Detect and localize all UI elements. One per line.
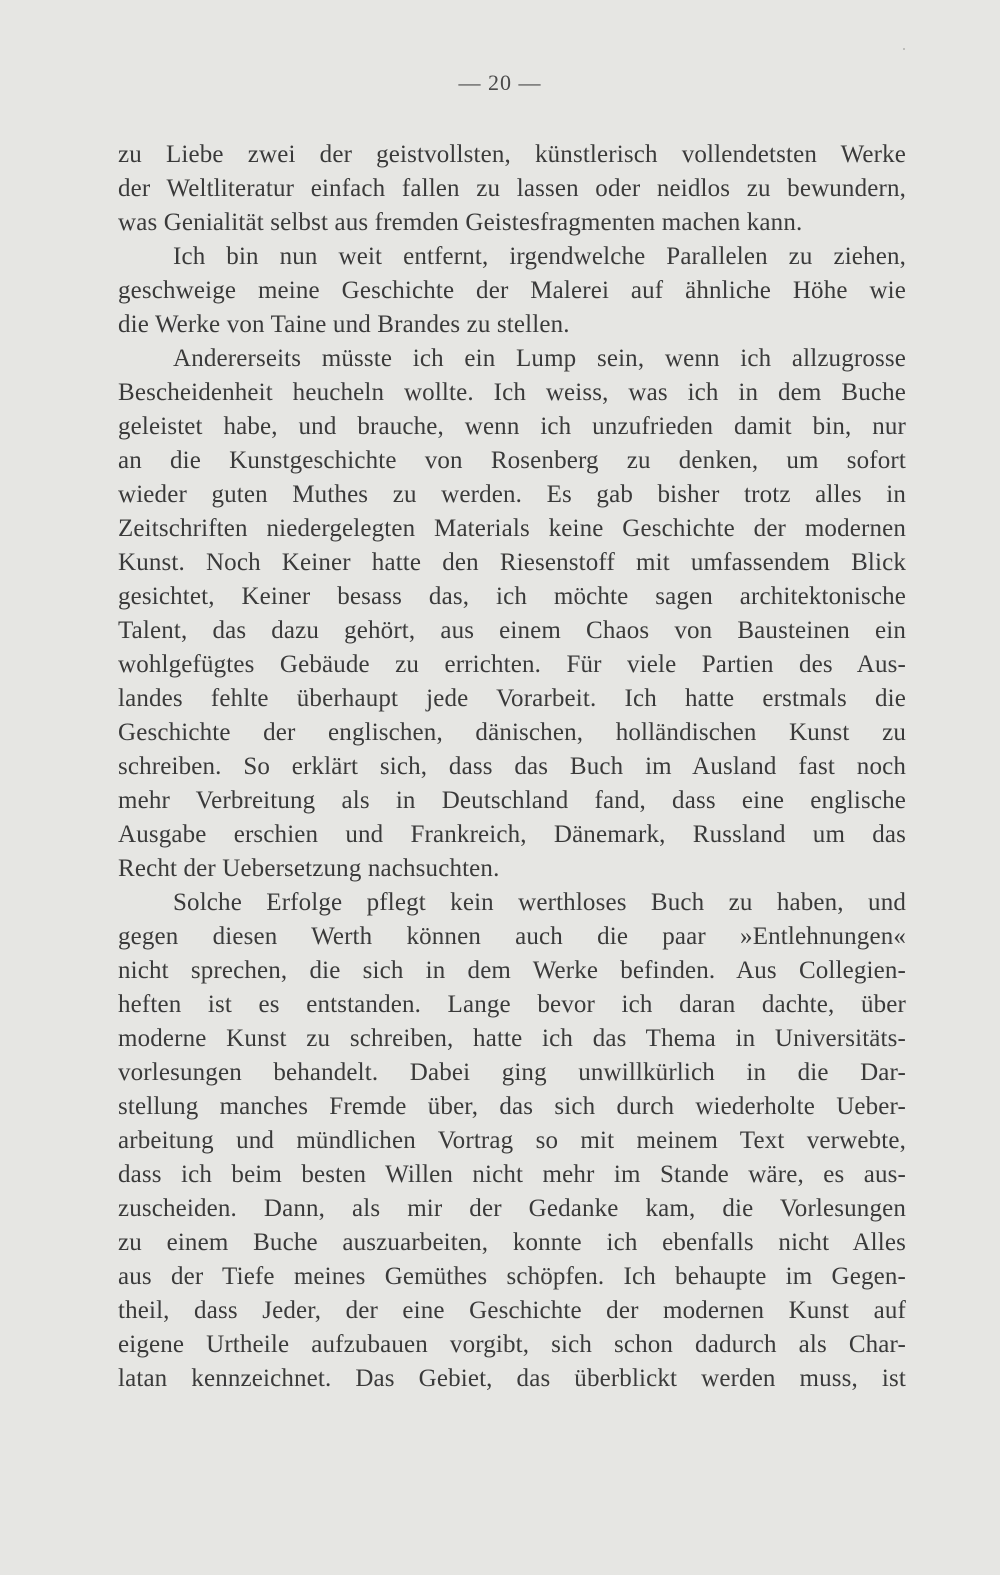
text-line: nicht sprechen, die sich in dem Werke befinden. Aus Collegien- xyxy=(118,957,906,984)
text-line: zuscheiden. Dann, als mir der Gedanke kam, die Vorlesungen xyxy=(118,1195,906,1222)
page-number: — 20 — xyxy=(458,70,542,95)
text-line: Zeitschriften niedergelegten Materials keine Geschichte der modernen xyxy=(118,515,906,542)
text-line: heften ist es entstanden. Lange bevor ich daran dachte, über xyxy=(118,991,906,1018)
paper-speck xyxy=(903,48,905,50)
text-line: wohlgefügtes Gebäude zu errichten. Für viele Partien des Aus- xyxy=(118,651,906,678)
text-line: Ich bin nun weit entfernt, irgendwelche Parallelen zu ziehen, xyxy=(173,243,906,270)
text-line: Recht der Uebersetzung nachsuchten. xyxy=(118,855,500,882)
text-line: an die Kunstgeschichte von Rosenberg zu denken, um sofort xyxy=(118,447,906,474)
text-line: die Werke von Taine und Brandes zu stellen. xyxy=(118,311,570,338)
text-line: geschweige meine Geschichte der Malerei auf ähnliche Höhe wie xyxy=(118,277,906,304)
text-line: stellung manches Fremde über, das sich durch wiederholte Ueber- xyxy=(118,1093,906,1120)
text-line: landes fehlte überhaupt jede Vorarbeit. Ich hatte erstmals die xyxy=(118,685,906,712)
text-line: wieder guten Muthes zu werden. Es gab bisher trotz alles in xyxy=(118,481,906,508)
text-line: eigene Urtheile aufzubauen vorgibt, sich schon dadurch als Char- xyxy=(118,1331,906,1358)
text-line: Ausgabe erschien und Frankreich, Dänemark, Russland um das xyxy=(118,821,906,848)
text-line: was Genialität selbst aus fremden Geistesfragmenten machen kann. xyxy=(118,209,803,236)
text-line: arbeitung und mündlichen Vortrag so mit meinem Text verwebte, xyxy=(118,1127,906,1154)
text-line: zu Liebe zwei der geistvollsten, künstlerisch vollendetsten Werke xyxy=(118,141,906,168)
text-line: Bescheidenheit heucheln wollte. Ich weiss, was ich in dem Buche xyxy=(118,379,906,406)
text-line: dass ich beim besten Willen nicht mehr im Stande wäre, es aus- xyxy=(118,1161,906,1188)
text-line: vorlesungen behandelt. Dabei ging unwillkürlich in die Dar- xyxy=(118,1059,906,1086)
text-line: der Weltliteratur einfach fallen zu lassen oder neidlos zu bewundern, xyxy=(118,175,906,202)
text-line: schreiben. So erklärt sich, dass das Buch im Ausland fast noch xyxy=(118,753,906,780)
text-line: zu einem Buche auszuarbeiten, konnte ich ebenfalls nicht Alles xyxy=(118,1229,906,1256)
text-line: gegen diesen Werth können auch die paar »Entlehnungen« xyxy=(118,923,906,950)
text-line: Kunst. Noch Keiner hatte den Riesenstoff mit umfassendem Blick xyxy=(118,549,906,576)
text-line: Geschichte der englischen, dänischen, holländischen Kunst zu xyxy=(118,719,906,746)
text-line: Solche Erfolge pflegt kein werthloses Buch zu haben, und xyxy=(173,889,906,916)
text-line: theil, dass Jeder, der eine Geschichte der modernen Kunst auf xyxy=(118,1297,906,1324)
text-line: gesichtet, Keiner besass das, ich möchte sagen architektonische xyxy=(118,583,906,610)
text-line: geleistet habe, und brauche, wenn ich unzufrieden damit bin, nur xyxy=(118,413,906,440)
body-text xyxy=(118,138,906,1396)
text-line: moderne Kunst zu schreiben, hatte ich das Thema in Universitäts- xyxy=(118,1025,906,1052)
text-line: Talent, das dazu gehört, aus einem Chaos von Bausteinen ein xyxy=(118,617,906,644)
text-line: latan kennzeichnet. Das Gebiet, das überblickt werden muss, ist xyxy=(118,1365,906,1392)
text-line: mehr Verbreitung als in Deutschland fand, dass eine englische xyxy=(118,787,906,814)
text-line: aus der Tiefe meines Gemüthes schöpfen. Ich behaupte im Gegen- xyxy=(118,1263,906,1290)
text-line: Andererseits müsste ich ein Lump sein, wenn ich allzugrosse xyxy=(173,345,906,372)
